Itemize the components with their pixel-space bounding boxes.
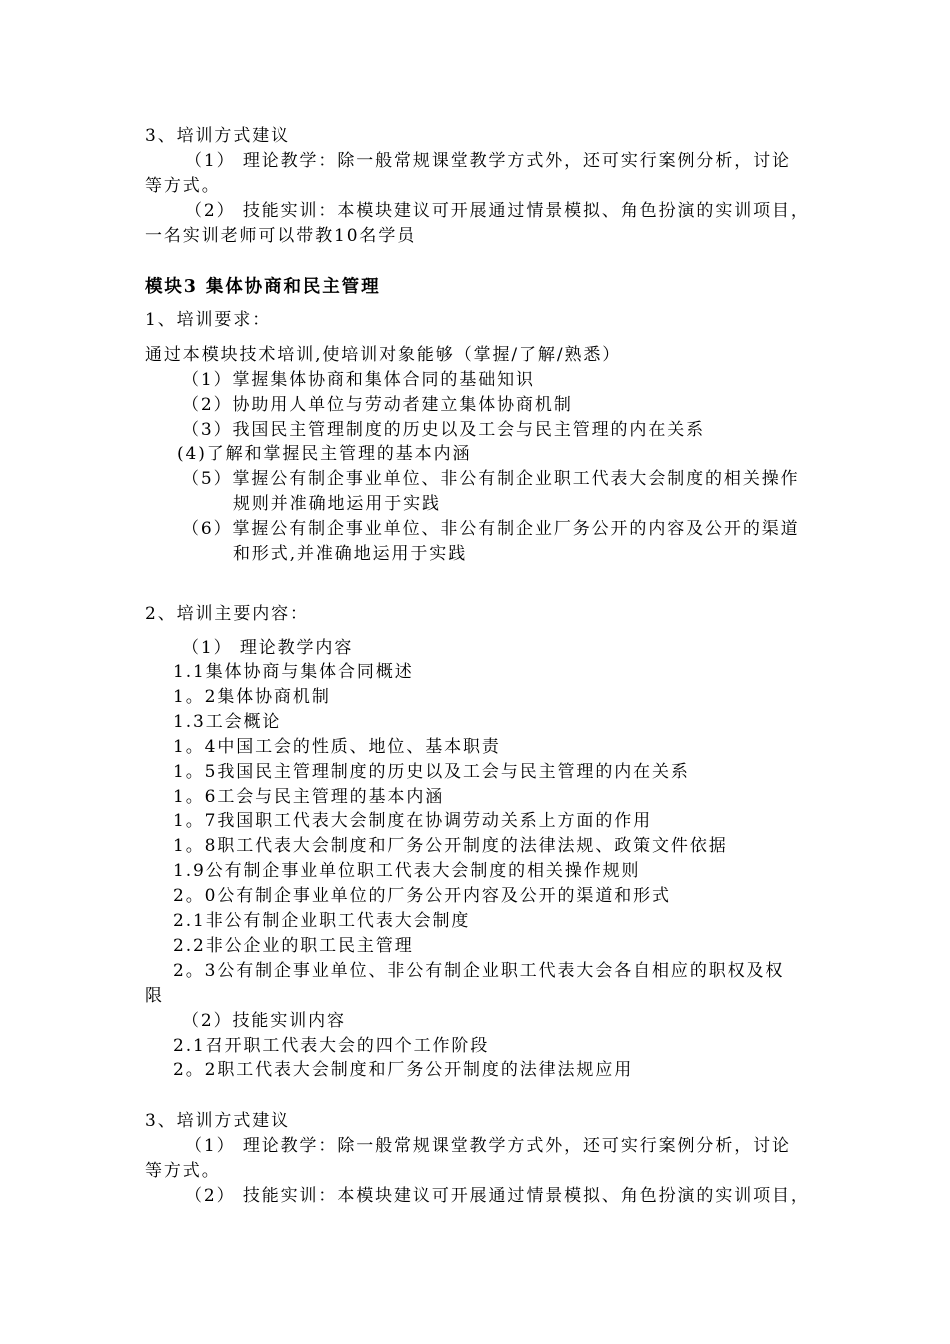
module-heading: 模块3 集体协商和民主管理 [145, 277, 381, 297]
list-item: 2.2非公企业的职工民主管理 [173, 935, 414, 956]
subsection-title: （2）技能实训内容 [182, 1011, 346, 1031]
list-item: （1）掌握集体协商和集体合同的基础知识 [182, 370, 535, 390]
list-item: 2。0公有制企事业单位的厂务公开内容及公开的渠道和形式 [173, 886, 671, 907]
list-item: 1。6工会与民主管理的基本内涵 [173, 786, 445, 807]
list-item: 规则并准确地运用于实践 [233, 494, 441, 514]
list-item: （5）掌握公有制企事业单位、非公有制企业职工代表大会制度的相关操作 [182, 469, 800, 489]
list-item: 限 [145, 985, 164, 1006]
section-title: 1、培训要求： [145, 310, 272, 330]
list-item: 1。5我国民主管理制度的历史以及工会与民主管理的内在关系 [173, 761, 690, 782]
list-item: 2.1召开职工代表大会的四个工作阶段 [173, 1036, 490, 1056]
paragraph-line: （1） 理论教学：除一般常规课堂教学方式外，还可实行案例分析，讨论 [185, 1136, 791, 1156]
list-item: （3）我国民主管理制度的历史以及工会与民主管理的内在关系 [182, 420, 706, 440]
list-item: 2.1非公有制企业职工代表大会制度 [173, 911, 471, 931]
section-title: 3、培训方式建议 [145, 1111, 291, 1131]
list-item: 1.9公有制企事业单位职工代表大会制度的相关操作规则 [173, 861, 641, 882]
paragraph-line: （1） 理论教学：除一般常规课堂教学方式外，还可实行案例分析，讨论 [185, 151, 791, 171]
paragraph-line: 等方式。 [145, 1161, 221, 1181]
list-item: 1。2集体协商机制 [173, 686, 331, 707]
list-item: 2。3公有制企事业单位、非公有制企业职工代表大会各自相应的职权及权 [173, 960, 785, 981]
section-title: 2、培训主要内容： [145, 604, 309, 624]
list-item: 和形式,并准确地运用于实践 [233, 544, 468, 564]
list-item: 2。2职工代表大会制度和厂务公开制度的法律法规应用 [173, 1060, 634, 1080]
list-item: （2）协助用人单位与劳动者建立集体协商机制 [182, 395, 573, 415]
list-item: 1。7我国职工代表大会制度在协调劳动关系上方面的作用 [173, 811, 653, 832]
list-item: 1。8职工代表大会制度和厂务公开制度的法律法规、政策文件依据 [173, 836, 728, 857]
paragraph-line: 一名实训老师可以带教10名学员 [145, 226, 417, 246]
list-item: 1.1集体协商与集体合同概述 [173, 662, 414, 682]
list-item: （6）掌握公有制企事业单位、非公有制企业厂务公开的内容及公开的渠道 [182, 519, 800, 539]
paragraph-line: 通过本模块技术培训,使培训对象能够（掌握/了解/熟悉） [145, 345, 622, 365]
subsection-title: （1） 理论教学内容 [182, 638, 354, 658]
paragraph-line: （2） 技能实训：本模块建议可开展通过情景模拟、角色扮演的实训项目， [185, 1186, 810, 1206]
section-title: 3、培训方式建议 [145, 126, 291, 146]
paragraph-line: （2） 技能实训：本模块建议可开展通过情景模拟、角色扮演的实训项目， [185, 201, 810, 221]
list-item: (4)了解和掌握民主管理的基本内涵 [177, 444, 472, 464]
list-item: 1。4中国工会的性质、地位、基本职责 [173, 736, 501, 757]
list-item: 1.3工会概论 [173, 711, 282, 732]
paragraph-line: 等方式。 [145, 176, 221, 196]
